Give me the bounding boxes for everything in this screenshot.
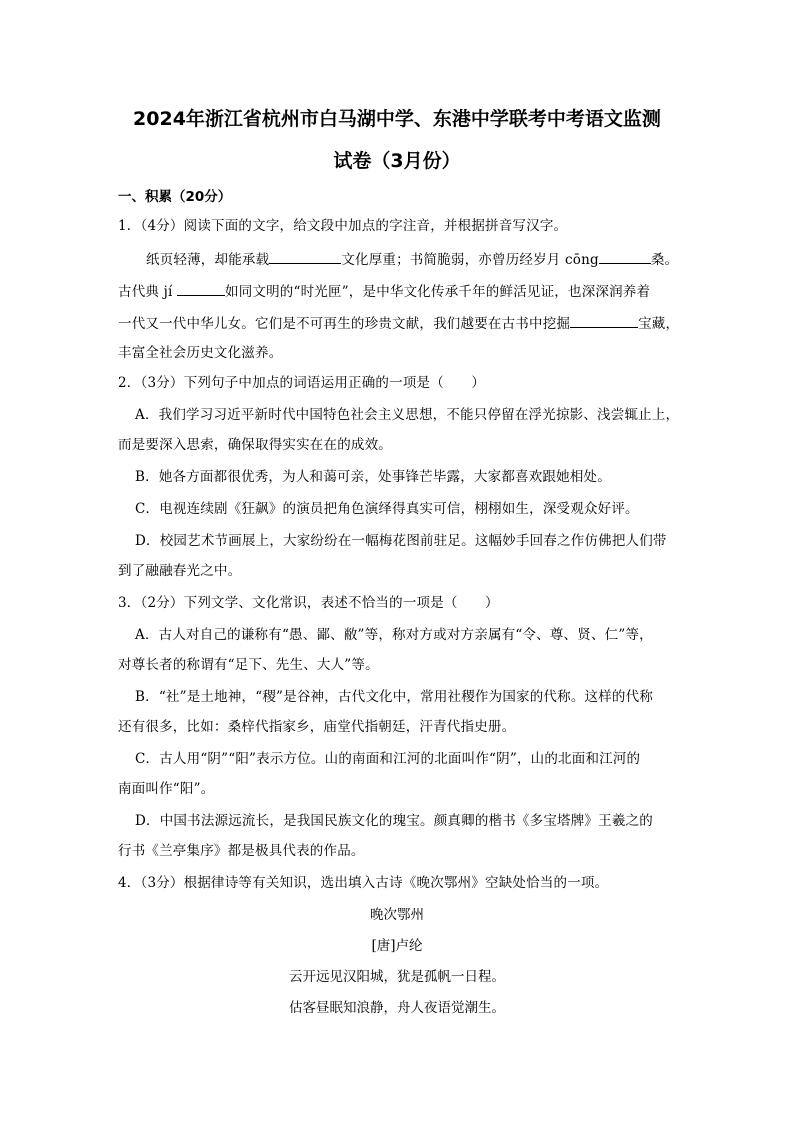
exam-title-line-2: 试卷（3月份） xyxy=(333,150,461,172)
answer-blank-1[interactable] xyxy=(269,249,341,264)
q1-passage-line-1: 纸页轻薄，却能承载 文化厚重；书简脆弱，亦曾历经岁月 cōng 桑。 xyxy=(146,249,704,270)
q3-option-a-line-2: 对尊长者的称谓有“足下、先生、大人”等。 xyxy=(118,657,379,673)
q1-passage-line-2: 古代典 jí 如同文明的“时光匣”，是中华文化传承千年的鲜活见证，也深深润养着 xyxy=(118,281,676,302)
q3-option-b-line-1: B．“社”是土地神，“稷”是谷神，古代文化中，常用社稷作为国家的代称。这样的代称 xyxy=(135,689,654,705)
section-heading: 一、积累（20分） xyxy=(118,189,232,205)
q2-option-c: C．电视连续剧《狂飙》的演员把角色演绎得真实可信，栩栩如生，深受观众好评。 xyxy=(135,501,639,517)
answer-blank-3[interactable] xyxy=(177,281,225,296)
q3-option-a-line-1: A．古人对自己的谦称有“愚、鄙、敝”等，称对方或对方亲属有“令、尊、贤、仁”等， xyxy=(135,627,653,643)
q2-option-a-line-2: 而是要深入思索，确保取得实实在在的成效。 xyxy=(118,437,392,453)
poem-line-1: 云开远见汉阳城，犹是孤帆一日程。 xyxy=(289,969,505,985)
q1-passage-line-3: 一代又一代中华儿女。它们是不可再生的珍贵文献，我们越要在古书中挖掘 宝藏， xyxy=(118,313,676,334)
q3-option-b-line-2: 还有很多，比如：桑梓代指家乡，庙堂代指朝廷，汗青代指史册。 xyxy=(118,719,516,735)
q2-option-b: B．她各方面都很优秀，为人和蔼可亲，处事锋芒毕露，大家都喜欢跟她相处。 xyxy=(135,469,611,485)
poem-author: [唐]卢纶 xyxy=(371,938,423,954)
q2-option-a-line-1: A．我们学习习近平新时代中国特色社会主义思想，不能只停留在浮光掠影、浅尝辄止上， xyxy=(135,407,680,423)
q2-stem: 2．（3分）下列句子中加点的词语运用正确的一项是（ ） xyxy=(118,375,486,391)
answer-blank-4[interactable] xyxy=(570,313,638,328)
answer-blank-2[interactable] xyxy=(599,249,651,264)
q3-option-c-line-1: C．古人用“阴”“阳”表示方位。山的南面和江河的北面叫作“阴”，山的北面和江河的 xyxy=(135,751,641,767)
q2-option-d-line-1: D．校园艺术节画展上，大家纷纷在一幅梅花图前驻足。这幅妙手回春之作仿佛把人们带 xyxy=(135,533,667,549)
q3-stem: 3．（2分）下列文学、文化常识，表述不恰当的一项是（ ） xyxy=(118,595,499,611)
q3-option-d-line-1: D．中国书法源远流长，是我国民族文化的瑰宝。颜真卿的楷书《多宝塔牌》王羲之的 xyxy=(135,813,653,829)
q1-passage-line-4: 丰富全社会历史文化滋养。 xyxy=(118,345,283,361)
q4-stem: 4．（3分）根据律诗等有关知识，选出填入古诗《晚次鄂州》空缺处恰当的一项。 xyxy=(118,875,609,891)
exam-title-line-1: 2024年浙江省杭州市白马湖中学、东港中学联考中考语文监测 xyxy=(133,108,661,130)
q3-option-c-line-2: 南面叫作“阳”。 xyxy=(118,781,215,797)
q2-option-d-line-2: 到了融融春光之中。 xyxy=(118,563,242,579)
q3-option-d-line-2: 行书《兰亭集序》都是极具代表的作品。 xyxy=(118,843,365,859)
poem-title: 晚次鄂州 xyxy=(370,907,424,923)
poem-line-2: 估客昼眠知浪静，舟人夜语觉潮生。 xyxy=(289,1000,505,1016)
q1-stem: 1．（4分）阅读下面的文字，给文段中加点的字注音，并根据拼音写汉字。 xyxy=(118,218,568,234)
